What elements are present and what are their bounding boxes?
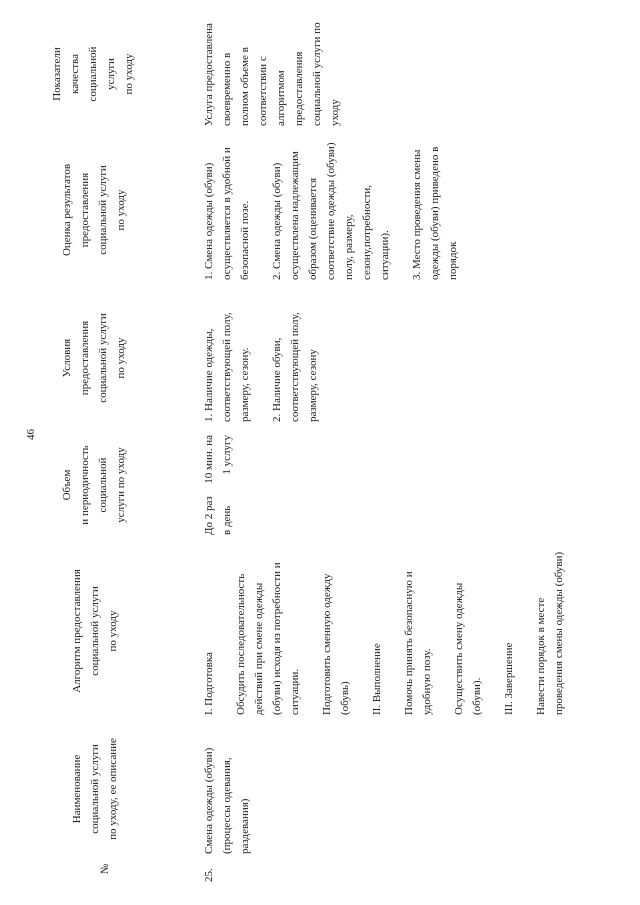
header-name-line: Наименование bbox=[71, 754, 83, 824]
column-number bbox=[0, 856, 640, 882]
volume-frequency: До 2 раз в день bbox=[203, 496, 233, 535]
header-algorithm-line: Алгоритм предоставления bbox=[71, 569, 83, 693]
header-evaluation-line: по уходу bbox=[115, 189, 127, 231]
header-algorithm-line: социальной услуги bbox=[89, 586, 101, 676]
header-algorithm-line: по уходу bbox=[107, 610, 119, 652]
algorithm-step: I. Подготовка bbox=[203, 652, 215, 715]
header-volume-line: услуги по уходу bbox=[115, 447, 127, 523]
column-quality bbox=[0, 22, 640, 126]
column-algorithm bbox=[0, 547, 640, 715]
condition-item: 2. Наличие обуви, соответствующей полу, размеру, сезону bbox=[271, 312, 319, 422]
algorithm-step: II. Выполнение bbox=[371, 643, 383, 715]
algorithm-step: Навести порядок в месте проведения смены одежды (обуви) bbox=[535, 551, 565, 715]
page-number: 46 bbox=[25, 429, 37, 440]
header-quality-line: по уходу bbox=[123, 53, 135, 95]
evaluation-item: 2. Смена одежды (обуви) осуществлена надлежащим образом (оценивается соответствие одежды (обуви) полу, размеру, сезону,потребности, ситуации). bbox=[271, 142, 391, 280]
column-service-name bbox=[0, 724, 640, 854]
volume-time: 10 мин. на 1 услугу bbox=[203, 435, 233, 484]
quality-indicator: Услуга предоставлена своевременно в полном объеме в соответствии с алгоритмом предоставления социальной услуги по уходу bbox=[203, 22, 341, 126]
column-evaluation bbox=[0, 140, 640, 280]
header-evaluation-line: предоставления bbox=[79, 172, 91, 248]
header-conditions-line: предоставления bbox=[79, 320, 91, 396]
service-table bbox=[0, 20, 640, 890]
header-conditions-line: Условия bbox=[61, 338, 73, 378]
header-conditions-line: социальной услуги bbox=[97, 313, 109, 403]
algorithm-step: Осуществить смену одежды (обуви). bbox=[453, 582, 483, 715]
evaluation-item: 3. Место проведения смены одежды (обуви) приведено в порядок bbox=[411, 146, 459, 280]
header-quality-line: услуги bbox=[105, 58, 117, 90]
row-number: 25. bbox=[203, 868, 215, 882]
algorithm-step: Обсудить последовательность действий при смене одежды (обуви) исходя из потребности и ситуации. bbox=[235, 562, 301, 715]
header-conditions-line: по уходу bbox=[115, 337, 127, 379]
header-name-line: социальной услуги bbox=[89, 744, 101, 834]
header-volume-line: социальной bbox=[97, 457, 109, 513]
column-conditions bbox=[0, 294, 640, 422]
algorithm-step: III. Завершение bbox=[503, 642, 515, 715]
header-quality-line: социальной bbox=[87, 46, 99, 102]
column-volume bbox=[0, 435, 640, 535]
algorithm-step: Помочь принять безопасную и удобную позу. bbox=[403, 571, 433, 715]
header-evaluation-line: Оценка результатов bbox=[61, 163, 73, 257]
header-volume-line: Объем bbox=[61, 469, 73, 501]
header-quality-line: Показатели bbox=[51, 47, 63, 101]
header-quality-line: качества bbox=[69, 54, 81, 94]
service-name: Смена одежды (обуви) (процессы одевания, раздевания) bbox=[203, 747, 251, 854]
header-number: № bbox=[99, 863, 111, 875]
algorithm-step: Подготовить сменную одежду (обувь) bbox=[321, 573, 351, 715]
header-volume-line: и периодичность bbox=[79, 445, 91, 525]
condition-item: 1. Наличие одежды, соответствующей полу, размеру, сезону. bbox=[203, 312, 251, 422]
evaluation-item: 1. Смена одежды (обуви) осуществляется в удобной и безопасной позе. bbox=[203, 147, 251, 280]
header-evaluation-line: социальной услуги bbox=[97, 165, 109, 255]
header-name-line: по уходу, ее описание bbox=[107, 738, 119, 840]
